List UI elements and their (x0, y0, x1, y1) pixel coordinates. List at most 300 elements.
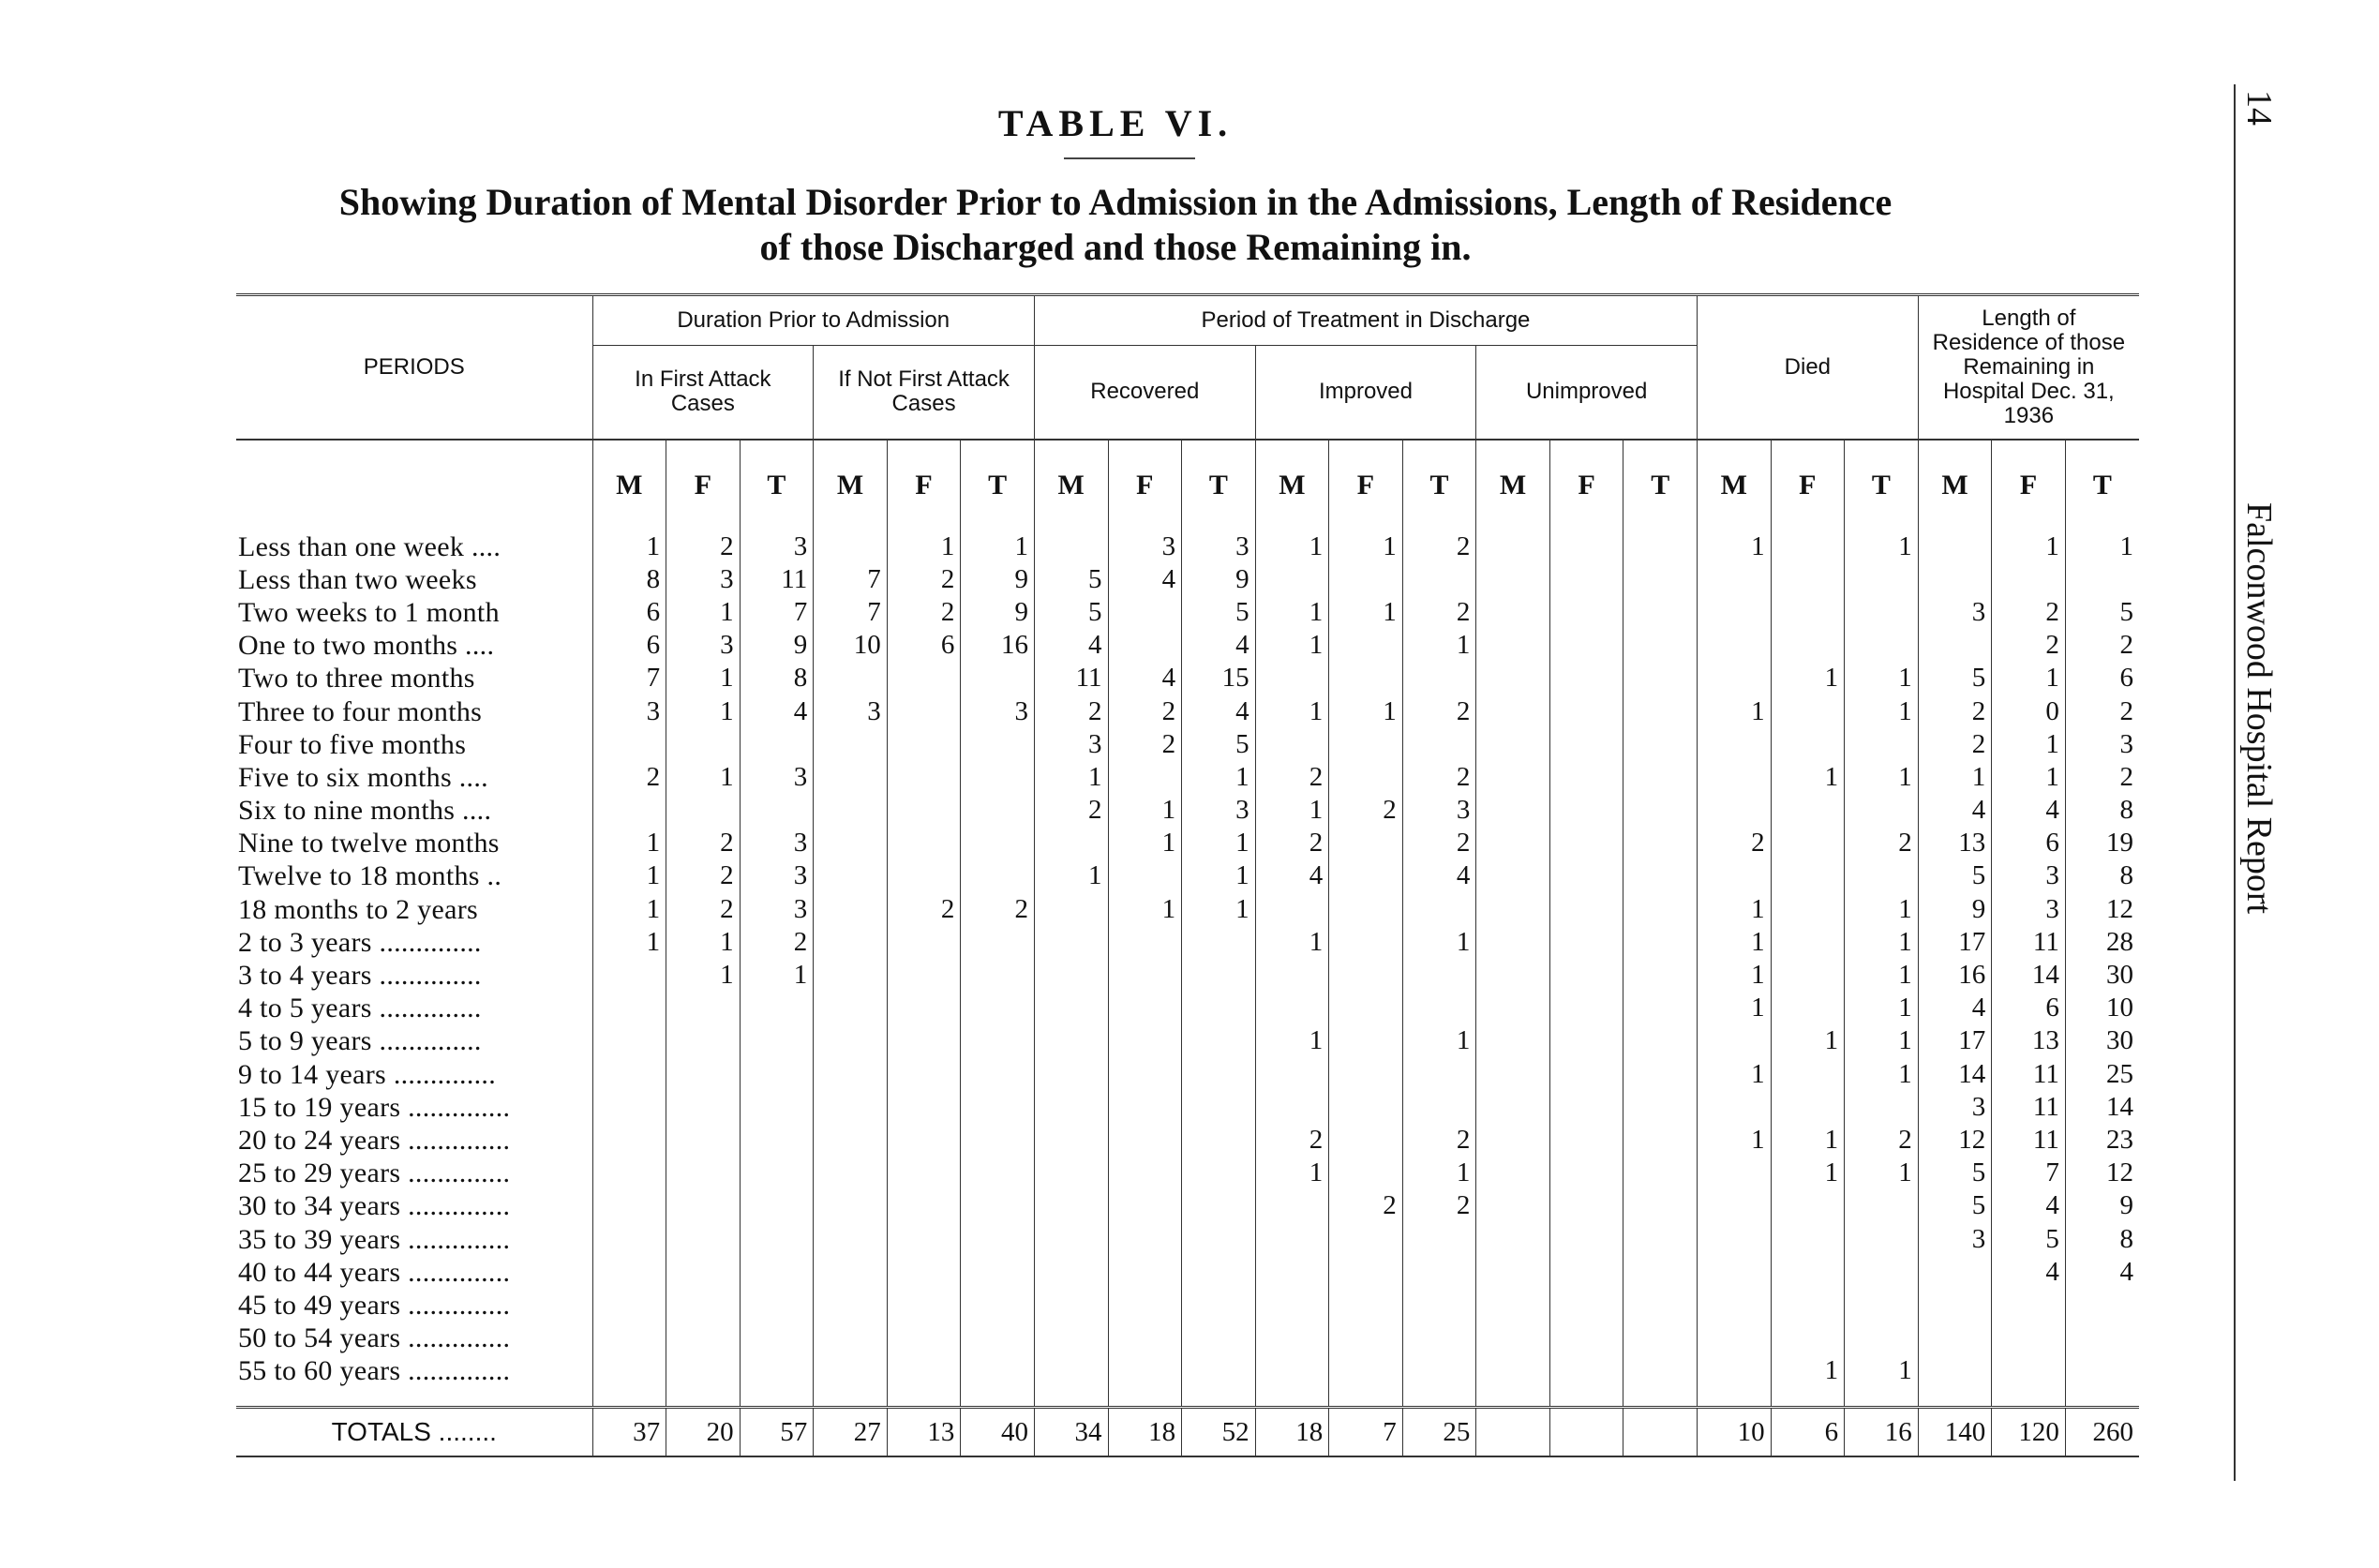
table-cell: 2 (1329, 794, 1403, 827)
total-cell: 34 (1034, 1408, 1108, 1457)
table-cell (1549, 1322, 1623, 1354)
table-cell: 8 (2065, 1222, 2139, 1255)
table-cell (1108, 1124, 1182, 1157)
table-cell (961, 1157, 1035, 1189)
table-cell (1476, 1222, 1550, 1255)
table-cell (814, 1289, 888, 1322)
table-cell: 1 (2065, 530, 2139, 563)
table-cell (666, 1354, 741, 1387)
spacer-cell (1623, 1387, 1698, 1408)
period-label: Two to three months (238, 663, 475, 694)
mft-header-row (236, 440, 2139, 530)
table-cell (1255, 662, 1329, 694)
total-cell (1623, 1408, 1698, 1457)
table-cell: 7 (1992, 1157, 2066, 1189)
table-cell: 11 (1034, 662, 1108, 694)
table-row (236, 1157, 2139, 1189)
table-cell: 2 (1402, 530, 1476, 563)
table-cell (887, 1354, 961, 1387)
table-cell: 1 (1698, 1058, 1772, 1091)
period-label: Three to four months (238, 695, 483, 727)
table-cell (887, 1058, 961, 1091)
table-cell (1771, 1189, 1845, 1222)
table-cell: 2 (1402, 694, 1476, 727)
period-label: 9 to 14 years .............. (238, 1058, 497, 1090)
table-cell (1623, 596, 1698, 629)
table-cell: 28 (2065, 926, 2139, 959)
table-cell: 7 (814, 563, 888, 596)
table-cell (1329, 1222, 1403, 1255)
table-cell: 2 (1255, 761, 1329, 794)
col-header-m: M (1476, 440, 1550, 530)
table-cell (1549, 1256, 1623, 1289)
table-cell: 1 (1845, 761, 1919, 794)
table-cell (1623, 761, 1698, 794)
table-cell (592, 794, 666, 827)
table-cell: 1 (1771, 662, 1845, 694)
table-cell (1476, 1024, 1550, 1057)
table-cell (1329, 1256, 1403, 1289)
table-cell (961, 794, 1035, 827)
header-improved: Improved (1255, 346, 1476, 440)
header-unimproved: Unimproved (1476, 346, 1698, 440)
table-cell (1255, 959, 1329, 992)
table-cell (1402, 1256, 1476, 1289)
total-cell: 40 (961, 1408, 1035, 1457)
table-cell: 5 (1918, 1157, 1992, 1189)
table-cell (887, 827, 961, 859)
total-cell: 18 (1108, 1408, 1182, 1457)
table-cell (1182, 926, 1256, 959)
period-label: One to two months .... (238, 630, 495, 662)
table-row (236, 794, 2139, 827)
table-cell (1771, 1058, 1845, 1091)
table-cell: 0 (1992, 694, 2066, 727)
table-cell (961, 1091, 1035, 1124)
table-row (236, 530, 2139, 563)
table-cell (1476, 563, 1550, 596)
table-cell (814, 1222, 888, 1255)
table-cell: 6 (592, 596, 666, 629)
table-cell: 9 (1182, 563, 1256, 596)
table-cell: 1 (592, 530, 666, 563)
table-cell (592, 1256, 666, 1289)
table-cell: 1 (1698, 530, 1772, 563)
table-cell: 12 (2065, 1157, 2139, 1189)
table-cell: 30 (2065, 1024, 2139, 1057)
table-cell (740, 1024, 814, 1057)
table-cell (887, 1322, 961, 1354)
total-cell (1476, 1408, 1550, 1457)
table-cell: 2 (1402, 596, 1476, 629)
col-header-m: M (1698, 440, 1772, 530)
table-cell: 3 (1992, 893, 2066, 926)
table-cell (1698, 859, 1772, 892)
period-label: 18 months to 2 years (238, 893, 478, 925)
table-cell: 5 (1992, 1222, 2066, 1255)
table-cell (1108, 1322, 1182, 1354)
table-cell: 8 (2065, 794, 2139, 827)
table-cell (1845, 1091, 1919, 1124)
table-cell (814, 1322, 888, 1354)
period-label: 45 to 49 years .............. (238, 1289, 511, 1321)
table-cell (1771, 1322, 1845, 1354)
table-cell (961, 1354, 1035, 1387)
table-cell: 3 (1992, 859, 2066, 892)
table-cell: 9 (961, 563, 1035, 596)
table-cell (1771, 794, 1845, 827)
table-cell (1108, 1189, 1182, 1222)
total-cell: 18 (1255, 1408, 1329, 1457)
table-cell (961, 761, 1035, 794)
table-cell (740, 1058, 814, 1091)
table-cell: 1 (1329, 596, 1403, 629)
total-cell: 25 (1402, 1408, 1476, 1457)
spacer-cell (1845, 1387, 1919, 1408)
table-cell: 5 (1182, 596, 1256, 629)
table-cell (1329, 1354, 1403, 1387)
table-cell (1549, 1024, 1623, 1057)
col-header-t: T (740, 440, 814, 530)
table-cell: 1 (887, 530, 961, 563)
table-cell: 2 (1329, 1189, 1403, 1222)
table-cell (1623, 1354, 1698, 1387)
table-cell (592, 1157, 666, 1189)
col-header-t: T (2065, 440, 2139, 530)
table-cell: 1 (1255, 794, 1329, 827)
table-cell (1476, 530, 1550, 563)
table-cell (1918, 1354, 1992, 1387)
table-cell: 8 (592, 563, 666, 596)
table-cell: 1 (1771, 1024, 1845, 1057)
table-cell: 11 (740, 563, 814, 596)
total-cell: 10 (1698, 1408, 1772, 1457)
table-row (236, 827, 2139, 859)
table-cell: 3 (740, 827, 814, 859)
table-cell (1476, 629, 1550, 662)
spacer-cell (1402, 1387, 1476, 1408)
table-cell (1108, 859, 1182, 892)
table-cell (1549, 1354, 1623, 1387)
table-cell (740, 728, 814, 761)
table-cell (1771, 629, 1845, 662)
table-cell: 2 (666, 893, 741, 926)
totals-label: TOTALS ........ (236, 1408, 592, 1457)
table-cell (1623, 992, 1698, 1024)
col-header-t: T (1845, 440, 1919, 530)
table-cell: 5 (1918, 859, 1992, 892)
table-cell: 4 (2065, 1256, 2139, 1289)
table-cell: 1 (666, 694, 741, 727)
table-cell (1329, 761, 1403, 794)
table-cell (1623, 959, 1698, 992)
table-cell (1476, 1091, 1550, 1124)
table-cell (1549, 992, 1623, 1024)
header-first-attack: In First Attack Cases (592, 346, 814, 440)
table-cell: 2 (1402, 827, 1476, 859)
table-cell (1623, 530, 1698, 563)
col-header-f: F (1992, 440, 2066, 530)
table-cell: 1 (592, 859, 666, 892)
header-not-first-attack: If Not First Attack Cases (814, 346, 1035, 440)
table-cell (1476, 1058, 1550, 1091)
table-cell: 2 (1918, 728, 1992, 761)
table-cell (1918, 1289, 1992, 1322)
table-row (236, 1024, 2139, 1057)
table-cell (961, 1322, 1035, 1354)
table-cell (1623, 1024, 1698, 1057)
table-cell (1623, 728, 1698, 761)
table-cell (1034, 827, 1108, 859)
table-cell (1549, 563, 1623, 596)
table-cell (1402, 1091, 1476, 1124)
table-cell: 1 (1255, 629, 1329, 662)
table-cell: 1 (1108, 893, 1182, 926)
table-cell: 1 (592, 827, 666, 859)
table-cell (1549, 1058, 1623, 1091)
table-cell (1992, 1322, 2066, 1354)
header-duration-prior: Duration Prior to Admission (592, 295, 1034, 346)
table-cell: 1 (1182, 859, 1256, 892)
table-row (236, 1091, 2139, 1124)
table-cell (887, 662, 961, 694)
period-label: Four to five months (238, 728, 467, 760)
col-header-f: F (1549, 440, 1623, 530)
table-row (236, 563, 2139, 596)
table-cell: 5 (1034, 596, 1108, 629)
table-cell: 13 (1992, 1024, 2066, 1057)
table-cell: 2 (1255, 1124, 1329, 1157)
table-cell (814, 992, 888, 1024)
table-cell (1108, 926, 1182, 959)
table-cell (1329, 827, 1403, 859)
table-cell (1623, 1189, 1698, 1222)
table-cell (1034, 1157, 1108, 1189)
table-cell (1698, 761, 1772, 794)
table-cell: 3 (814, 694, 888, 727)
table-body (236, 530, 2139, 1388)
col-header-t: T (961, 440, 1035, 530)
table-title-line1: Showing Duration of Mental Disorder Prior to Admission in the Admissions, Length of Residence (338, 181, 1893, 223)
table-cell (740, 1256, 814, 1289)
table-cell (592, 1289, 666, 1322)
table-cell (740, 1289, 814, 1322)
table-cell (1476, 1157, 1550, 1189)
table-cell (1845, 794, 1919, 827)
table-cell (961, 926, 1035, 959)
table-cell: 9 (740, 629, 814, 662)
table-cell (1698, 1024, 1772, 1057)
table-cell (1182, 1091, 1256, 1124)
table-cell: 19 (2065, 827, 2139, 859)
table-cell (1845, 1256, 1919, 1289)
table-cell (1845, 629, 1919, 662)
spacer-cell (1034, 1387, 1108, 1408)
table-cell: 1 (1108, 794, 1182, 827)
table-cell (1623, 1157, 1698, 1189)
table-cell: 4 (1182, 694, 1256, 727)
table-cell (1771, 1222, 1845, 1255)
table-cell (2065, 563, 2139, 596)
table-cell (1698, 1157, 1772, 1189)
table-cell (1623, 629, 1698, 662)
table-cell (1476, 728, 1550, 761)
spacer-cell (1182, 1387, 1256, 1408)
table-cell (1476, 926, 1550, 959)
table-cell (1771, 694, 1845, 727)
table-cell: 1 (1992, 530, 2066, 563)
table-cell (1034, 1256, 1108, 1289)
table-cell: 11 (1992, 1058, 2066, 1091)
total-cell: 57 (740, 1408, 814, 1457)
table-cell: 1 (1255, 926, 1329, 959)
table-cell (1771, 859, 1845, 892)
total-cell: 13 (887, 1408, 961, 1457)
table-row (236, 1354, 2139, 1387)
table-cell (1402, 1354, 1476, 1387)
table-cell: 1 (1992, 728, 2066, 761)
table-cell (1329, 563, 1403, 596)
table-cell (1402, 959, 1476, 992)
table-cell (1476, 794, 1550, 827)
table-cell: 1 (1845, 1354, 1919, 1387)
table-cell (961, 959, 1035, 992)
table-row (236, 662, 2139, 694)
spacer-cell (1992, 1387, 2066, 1408)
table-cell (592, 1322, 666, 1354)
table-cell: 13 (1918, 827, 1992, 859)
table-cell (1108, 1024, 1182, 1057)
table-cell: 2 (887, 893, 961, 926)
table-cell: 1 (1255, 1157, 1329, 1189)
table-cell (1329, 629, 1403, 662)
table-cell (1698, 1256, 1772, 1289)
table-cell: 1 (666, 596, 741, 629)
table-cell (1108, 1354, 1182, 1387)
table-cell: 25 (2065, 1058, 2139, 1091)
table-cell (814, 959, 888, 992)
table-cell: 1 (1034, 859, 1108, 892)
table-cell: 1 (1698, 694, 1772, 727)
table-cell (1845, 728, 1919, 761)
period-label: 3 to 4 years .............. (238, 960, 482, 992)
table-cell (1549, 926, 1623, 959)
table-cell: 10 (2065, 992, 2139, 1024)
total-cell: 16 (1845, 1408, 1919, 1457)
table-cell (887, 1091, 961, 1124)
table-cell (887, 1157, 961, 1189)
table-cell (961, 1124, 1035, 1157)
table-cell (961, 859, 1035, 892)
table-cell: 3 (2065, 728, 2139, 761)
table-cell: 5 (1182, 728, 1256, 761)
table-cell (1623, 893, 1698, 926)
table-cell: 1 (1845, 694, 1919, 727)
table-cell: 2 (1402, 1189, 1476, 1222)
table-cell (1845, 1189, 1919, 1222)
table-cell: 2 (666, 827, 741, 859)
total-cell: 7 (1329, 1408, 1403, 1457)
table-row (236, 728, 2139, 761)
period-label: Five to six months .... (238, 761, 488, 793)
report-side-title: Falconwood Hospital Report (2239, 502, 2279, 915)
table-cell: 8 (2065, 859, 2139, 892)
table-cell: 2 (666, 530, 741, 563)
table-cell (961, 728, 1035, 761)
table-cell: 2 (1034, 794, 1108, 827)
spacer-cell (592, 1387, 666, 1408)
table-cell (1476, 596, 1550, 629)
table-row (236, 1322, 2139, 1354)
table-cell (666, 1289, 741, 1322)
table-row (236, 1058, 2139, 1091)
table-cell (814, 1354, 888, 1387)
table-cell (1698, 1322, 1772, 1354)
spacer-cell (1698, 1387, 1772, 1408)
table-cell: 2 (2065, 694, 2139, 727)
table-cell (1771, 596, 1845, 629)
table-cell (887, 761, 961, 794)
table-cell: 11 (1992, 1124, 2066, 1157)
table-cell (592, 959, 666, 992)
header-recovered: Recovered (1034, 346, 1255, 440)
header-period-treatment: Period of Treatment in Discharge (1034, 295, 1697, 346)
period-label: Twelve to 18 months .. (238, 860, 502, 892)
table-cell (740, 794, 814, 827)
spacer-cell (1771, 1387, 1845, 1408)
table-cell: 1 (1992, 761, 2066, 794)
table-cell (1182, 1157, 1256, 1189)
col-header-m: M (1034, 440, 1108, 530)
table-cell (887, 959, 961, 992)
table-cell: 3 (961, 694, 1035, 727)
spacer-cell (666, 1387, 741, 1408)
table-cell (1034, 893, 1108, 926)
table-cell (1549, 1189, 1623, 1222)
period-label: 2 to 3 years .............. (238, 926, 482, 958)
table-cell (1698, 1222, 1772, 1255)
table-cell (1255, 563, 1329, 596)
table-cell (1698, 728, 1772, 761)
table-cell: 1 (1108, 827, 1182, 859)
table-cell (1182, 1189, 1256, 1222)
table-cell: 2 (592, 761, 666, 794)
table-cell: 3 (1034, 728, 1108, 761)
table-cell: 1 (1771, 1354, 1845, 1387)
table-cell (1918, 629, 1992, 662)
table-cell (814, 1256, 888, 1289)
table-cell (1108, 1157, 1182, 1189)
table-cell: 30 (2065, 959, 2139, 992)
table-cell (961, 1058, 1035, 1091)
table-cell (1476, 662, 1550, 694)
table-cell (1402, 563, 1476, 596)
table-cell: 5 (2065, 596, 2139, 629)
table-row (236, 859, 2139, 892)
table-cell (1549, 728, 1623, 761)
table-cell (592, 1091, 666, 1124)
table-cell (1034, 1322, 1108, 1354)
table-cell (814, 1024, 888, 1057)
table-cell (740, 1189, 814, 1222)
table-cell (1698, 596, 1772, 629)
table-cell: 2 (666, 859, 741, 892)
table-cell: 3 (740, 530, 814, 563)
period-label: 40 to 44 years .............. (238, 1256, 511, 1288)
table-cell: 4 (1255, 859, 1329, 892)
table-cell: 2 (961, 893, 1035, 926)
table-cell (1623, 662, 1698, 694)
